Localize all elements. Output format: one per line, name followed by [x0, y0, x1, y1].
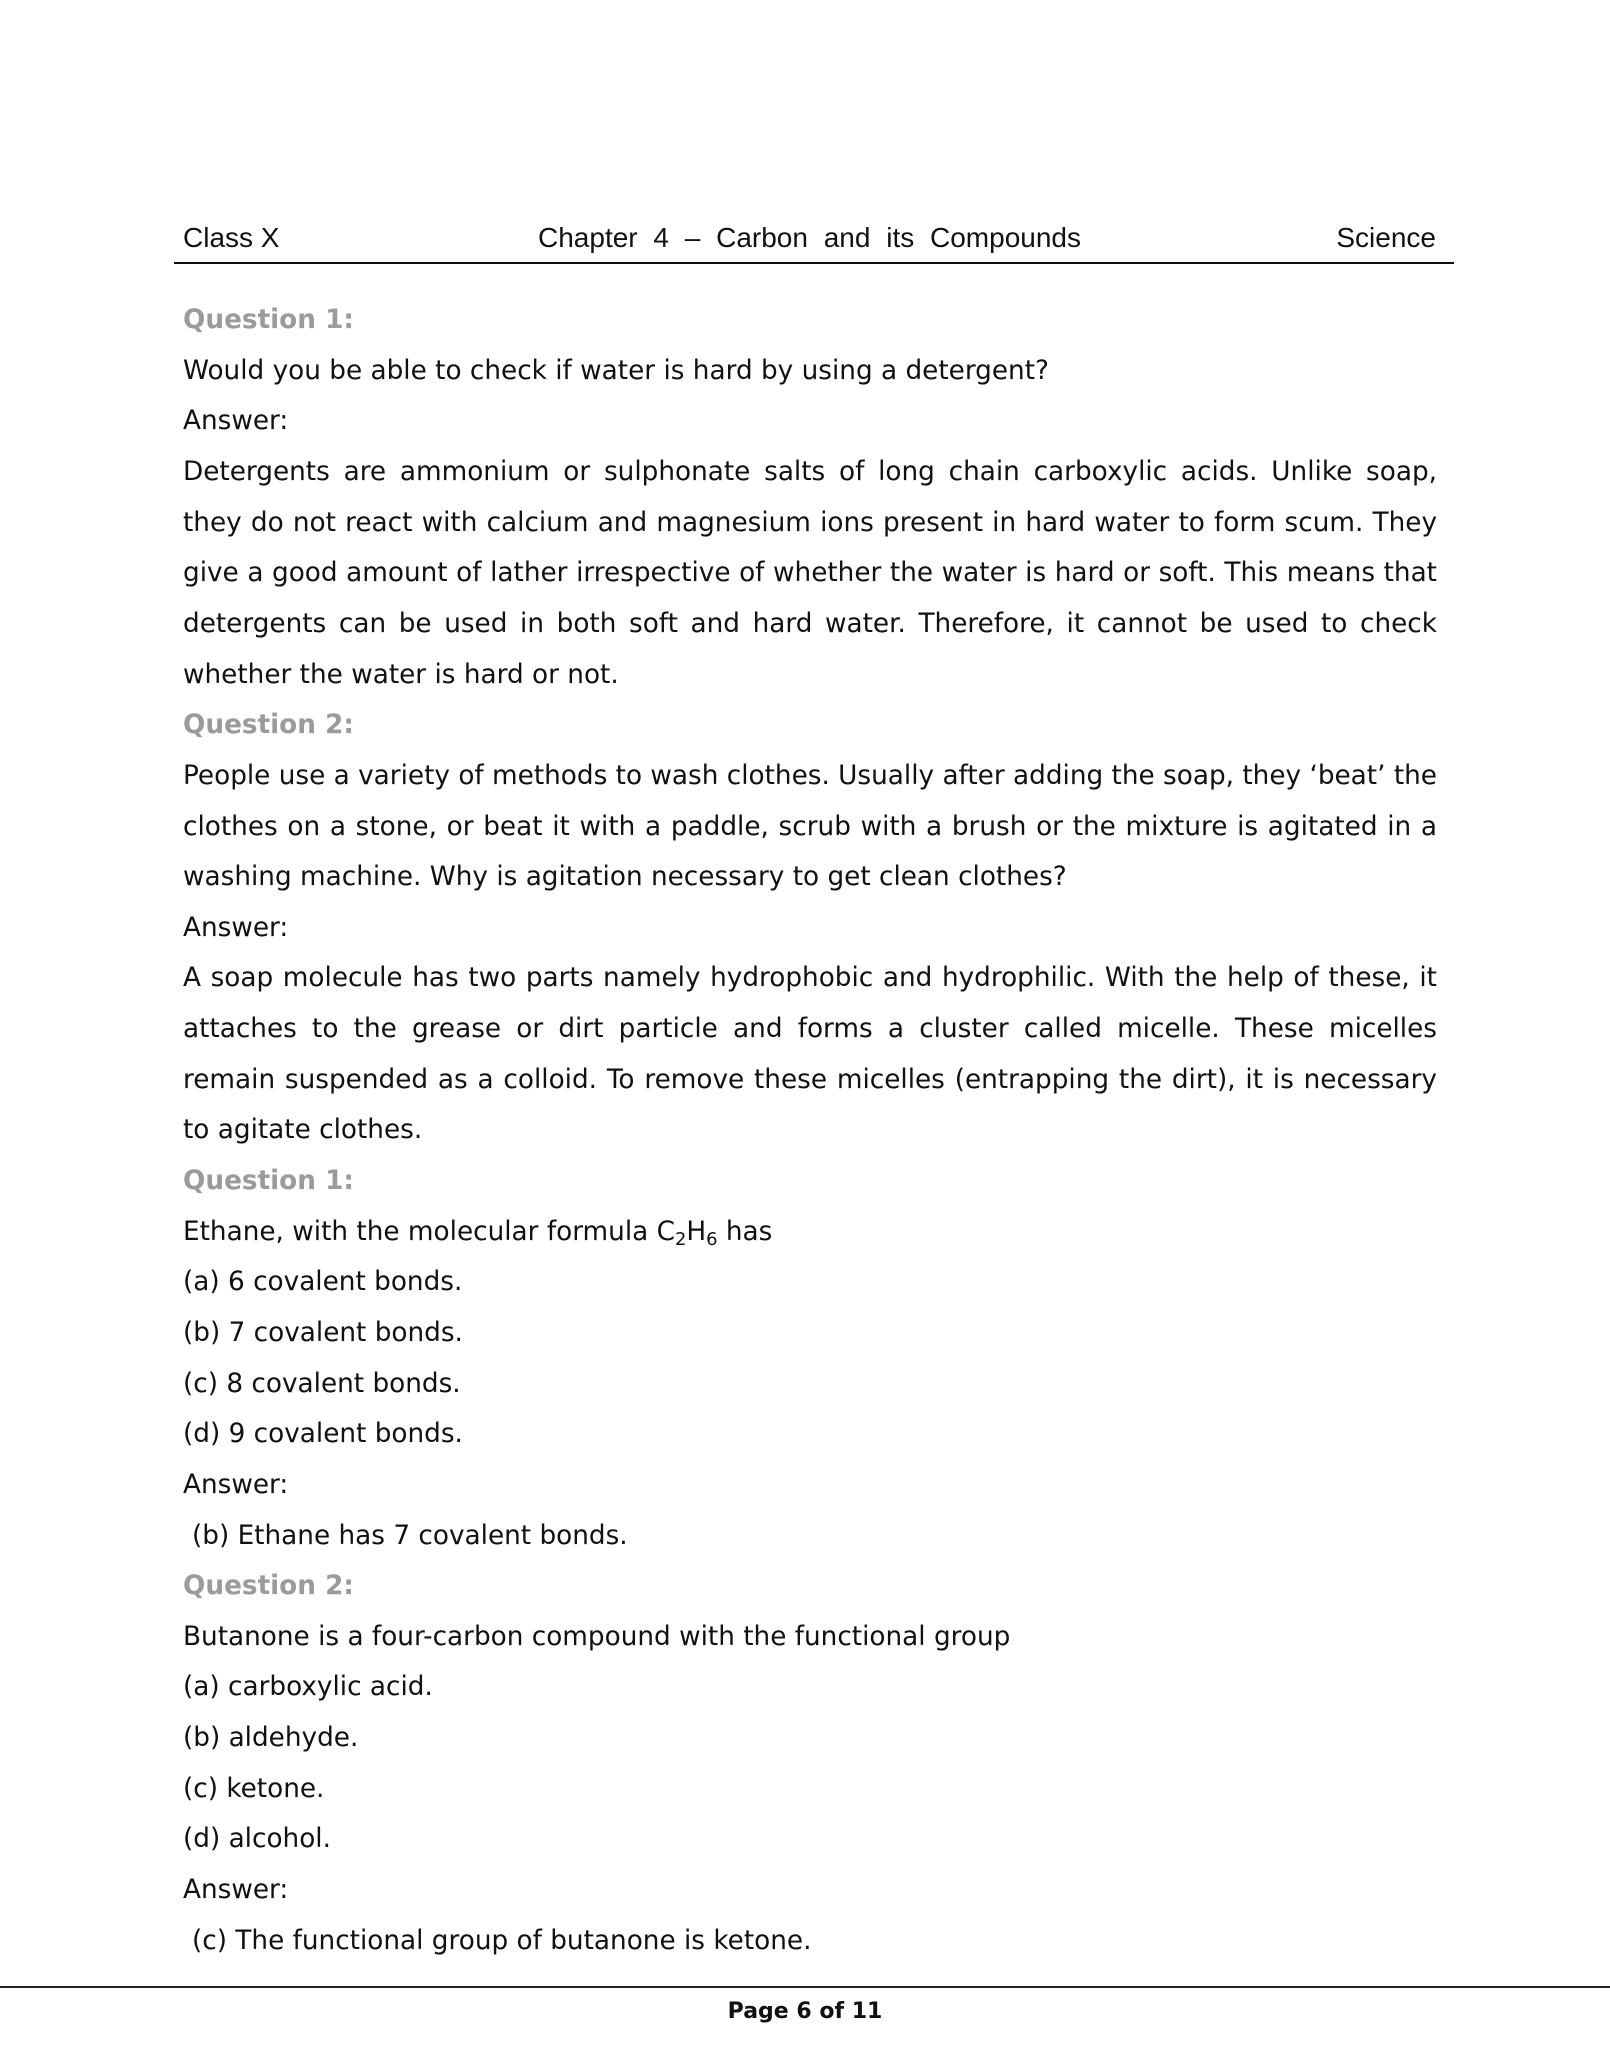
formula-hydrogen: H — [686, 1216, 707, 1247]
option-a: (a) 6 covalent bonds. — [183, 1267, 463, 1298]
formula-carbon-subscript: 2 — [674, 1228, 687, 1250]
formula-carbon: C — [656, 1216, 675, 1247]
option-c: (c) ketone. — [183, 1773, 325, 1804]
option-a: (a) carboxylic acid. — [183, 1672, 433, 1703]
question-heading: Question 2: — [183, 1571, 354, 1602]
option-b: (b) 7 covalent bonds. — [183, 1318, 463, 1348]
answer-text: (b) Ethane has 7 covalent bonds. — [192, 1520, 628, 1551]
header-subject: Science — [1336, 222, 1436, 253]
page-number: Page 6 of 11 — [727, 1999, 883, 2024]
answer-label: Answer: — [183, 1469, 289, 1500]
chemical-formula — [656, 1216, 718, 1250]
question-heading: Question 2: — [183, 710, 354, 741]
answer-text: (c) The functional group of butanone is ketone. — [192, 1925, 812, 1956]
question-text: Butanone is a four-carbon compound with the functional group — [183, 1621, 1011, 1652]
question-text: People use a variety of methods to wash clothes. Usually after adding the soap, they ‘beat’ the clothes on a stone, or beat it with a paddle, scrub with a brush or the mixture is agitated in a washing machine. Why is agitation necessary to get clean clothes? — [183, 760, 1437, 893]
question-block — [183, 295, 1437, 700]
question-text: Would you be able to check if water is hard by using a detergent? — [183, 355, 1049, 386]
option-d: (d) 9 covalent bonds. — [183, 1419, 463, 1450]
question-block — [183, 700, 1437, 1156]
answer-text: A soap molecule has two parts namely hydrophobic and hydrophilic. With the help of these, it attaches to the grease or dirt particle and forms a cluster called micelle. These micelles remain suspended as a colloid. To remove these micelles (entrapping the dirt), it is necessary to agitate clothes. — [183, 963, 1437, 1146]
option-b: (b) aldehyde. — [183, 1723, 359, 1754]
header-divider — [174, 262, 1454, 264]
page-content — [183, 295, 1437, 1966]
header-chapter-title: Chapter 4 – Carbon and its Compounds — [538, 222, 1081, 253]
header-class: Class X — [183, 222, 280, 253]
question-heading: Question 1: — [183, 305, 354, 335]
question-block — [183, 1156, 1437, 1561]
question-block — [183, 1561, 1437, 1966]
question-heading: Question 1: — [183, 1166, 354, 1197]
footer-divider — [0, 1986, 1610, 1988]
formula-hydrogen-subscript: 6 — [706, 1228, 718, 1250]
answer-label: Answer: — [183, 912, 289, 943]
answer-label: Answer: — [183, 406, 289, 437]
question-prefix: Ethane, with the molecular formula — [183, 1216, 657, 1247]
option-c: (c) 8 covalent bonds. — [183, 1368, 461, 1399]
answer-text: Detergents are ammonium or sulphonate salts of long chain carboxylic acids. Unlike soap, they do not react with calcium and magnesium ions present in hard water to form scum. They give a good amount of lather irrespective of whether the water is hard or soft. This means that detergents can be used in both soft and hard water. Therefore, it cannot be used to check whether the water is hard or not. — [183, 456, 1437, 690]
option-d: (d) alcohol. — [183, 1824, 331, 1855]
answer-label: Answer: — [183, 1875, 289, 1906]
question-suffix: has — [717, 1216, 773, 1247]
question-text — [183, 1207, 1437, 1258]
